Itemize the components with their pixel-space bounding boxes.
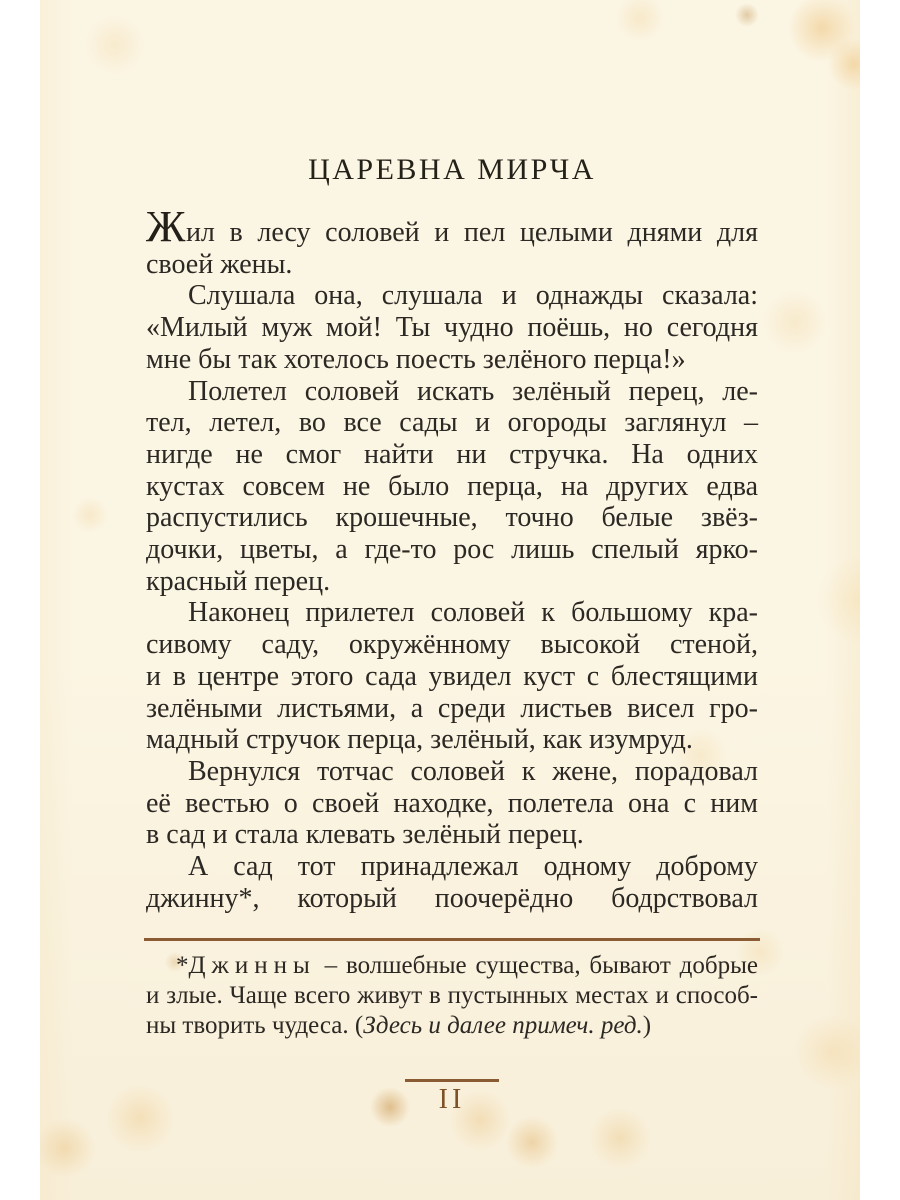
text-line: распустились крошечные, точно белые звёз- <box>146 502 758 534</box>
story-title: ЦАРЕВНА МИРЧА <box>308 153 596 186</box>
text-line: Вернулся тотчас соловей к жене, порадовал <box>188 755 758 787</box>
text-line: тел, летел, во все сады и огороды заглянул – <box>146 407 758 439</box>
text-line: дочки, цветы, а где-то рос лишь спелый ярко- <box>146 534 758 566</box>
paragraph <box>146 376 758 598</box>
footnote-asterisk: * <box>176 952 189 979</box>
footnote-line <box>146 981 758 1011</box>
text-line: её вестью о своей находке, полетела она с ним <box>146 787 758 819</box>
text-line: Жил в лесу соловей и пел целыми днями для <box>146 202 758 251</box>
text-line: Слушала она, слушала и однажды сказала: <box>188 280 758 312</box>
footnote-text: ) <box>642 1012 652 1039</box>
footnote-term: Джинны <box>188 952 316 979</box>
text-line: и в центре этого сада увидел куст с блестящими <box>146 660 758 692</box>
text-line: своей жены. <box>146 248 293 280</box>
footnote-text: ны творить чудеса. ( <box>146 1012 364 1039</box>
text-column <box>146 0 758 1200</box>
footnote-editor-note: Здесь и далее примеч. ред. <box>363 1012 643 1039</box>
text-line: в сад и стала клевать зелёный перец. <box>146 819 584 851</box>
footnote <box>146 951 758 1041</box>
text-line: сивому саду, окружённому высокой стеной, <box>146 629 758 661</box>
paragraph <box>146 851 758 914</box>
text-line: Наконец прилетел соловей к большому кра- <box>188 597 758 629</box>
story-body <box>146 202 758 914</box>
footnote-text: и злые. Чаще всего живут в пустынных местах и способ- <box>146 982 758 1009</box>
text-line: мадный стручок перца, зелёный, как изумруд. <box>146 724 693 756</box>
text-line: «Милый муж мой! Ты чудно поёшь, но сегодня <box>146 312 758 344</box>
text-line: мне бы так хотелось поесть зелёного перца!» <box>146 343 686 375</box>
paragraph <box>146 756 758 851</box>
text-line: красный перец. <box>146 565 331 597</box>
page-number: II <box>438 1084 466 1115</box>
paragraph <box>146 202 758 280</box>
text-line: нигде не смог найти ни стручка. На одних <box>146 438 758 470</box>
footnote-divider <box>144 938 760 941</box>
text-line: зелёными листьями, а среди листьев висел гро- <box>146 692 758 724</box>
text-line: джинну*, который поочерёдно бодрствовал <box>146 882 758 914</box>
text-line: кустах совсем не было перца, на других едва <box>146 470 758 502</box>
paragraph <box>146 280 758 375</box>
book-page <box>40 0 860 1200</box>
paragraph <box>146 597 758 756</box>
footnote-line <box>146 951 758 981</box>
footnote-text: – волшебные существа, бывают добрые <box>315 952 758 979</box>
text-line: А сад тот принадлежал одному доброму <box>188 851 758 883</box>
text-line: Полетел соловей искать зелёный перец, ле- <box>188 375 758 407</box>
footnote-line <box>146 1011 758 1041</box>
page-number-divider <box>405 1079 499 1082</box>
